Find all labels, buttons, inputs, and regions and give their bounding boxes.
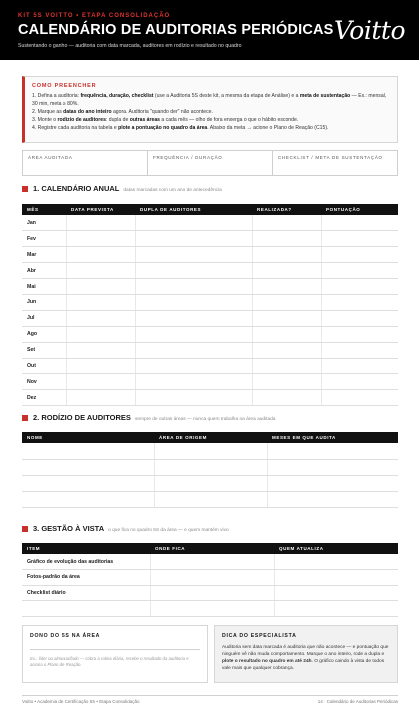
fill-cell[interactable]	[154, 491, 267, 507]
fill-cell[interactable]	[135, 294, 252, 310]
fill-cell[interactable]	[66, 263, 135, 279]
fill-cell[interactable]	[321, 310, 398, 326]
month-cell: Jun	[22, 294, 66, 310]
fill-cell[interactable]	[66, 294, 135, 310]
fill-cell[interactable]	[274, 585, 398, 601]
fill-cell[interactable]	[22, 443, 154, 459]
fill-cell[interactable]	[252, 231, 321, 247]
calendar-table	[22, 204, 398, 406]
header-fields	[22, 150, 398, 176]
fill-cell[interactable]	[22, 459, 154, 475]
visual-row	[22, 570, 398, 586]
month-cell: Set	[22, 342, 66, 358]
instruction-step: 1. Defina a auditoria: frequência, duração, checklist (use a Auditoria 5S deste kit, a mesma da etapa de Análise) e a meta de sustentação — Ex.: mensal, 30 min, meta ≥ 80%.	[32, 93, 387, 107]
fill-cell[interactable]	[321, 247, 398, 263]
month-cell: Jul	[22, 310, 66, 326]
fill-cell[interactable]	[135, 231, 252, 247]
fill-cell[interactable]	[150, 601, 274, 617]
expert-tip-label: DICA DO ESPECIALISTA	[222, 633, 297, 639]
page-title: CALENDÁRIO DE AUDITORIAS PERIÓDICAS	[18, 22, 334, 38]
fill-cell[interactable]	[135, 390, 252, 406]
fill-cell[interactable]	[135, 342, 252, 358]
fill-cell[interactable]	[274, 554, 398, 570]
section-note: sempre de outras áreas — nunca quem trabalha na área auditada	[134, 417, 276, 422]
month-cell: Out	[22, 358, 66, 374]
section-marker	[22, 526, 28, 532]
fill-cell[interactable]	[22, 491, 154, 507]
fill-cell[interactable]	[252, 310, 321, 326]
section-marker	[22, 415, 28, 421]
owner-label: DONO DO 5S NA ÁREA	[30, 633, 101, 639]
fill-cell[interactable]	[135, 326, 252, 342]
fill-cell[interactable]	[135, 215, 252, 231]
col-header: REALIZADA?	[252, 204, 321, 215]
fill-cell[interactable]	[252, 215, 321, 231]
fill-cell[interactable]	[252, 294, 321, 310]
item-cell: Checklist diário	[22, 585, 150, 601]
fill-cell[interactable]	[66, 247, 135, 263]
fill-cell[interactable]	[267, 491, 398, 507]
fill-cell[interactable]	[252, 279, 321, 295]
section-rotation-heading	[22, 413, 275, 422]
rotation-row	[22, 459, 398, 475]
month-cell: Fev	[22, 231, 66, 247]
rotation-body	[22, 443, 398, 507]
calendar-row	[22, 294, 398, 310]
owner-box	[22, 625, 208, 683]
calendar-body	[22, 215, 398, 406]
section-title: 1. CALENDÁRIO ANUAL	[33, 184, 120, 193]
col-header: ÁREA DE ORIGEM	[154, 432, 267, 443]
fill-cell[interactable]	[252, 390, 321, 406]
instructions-steps	[32, 92, 389, 132]
instruction-step: 2. Marque as datas do ano inteiro agora. Auditoria "quando der" não acontece.	[32, 109, 213, 115]
fill-cell[interactable]	[66, 215, 135, 231]
col-header: MESES EM QUE AUDITA	[267, 432, 398, 443]
month-cell: Abr	[22, 263, 66, 279]
fill-cell[interactable]	[154, 459, 267, 475]
section-title: 3. GESTÃO À VISTA	[33, 524, 105, 533]
col-header: ONDE FICA	[150, 543, 274, 554]
fill-cell[interactable]	[267, 475, 398, 491]
calendar-row	[22, 390, 398, 406]
month-cell: Ago	[22, 326, 66, 342]
fill-cell[interactable]	[252, 342, 321, 358]
fill-cell[interactable]	[135, 263, 252, 279]
fill-cell[interactable]	[135, 310, 252, 326]
fill-cell[interactable]	[267, 443, 398, 459]
fill-cell[interactable]	[274, 570, 398, 586]
owner-hint: Ex.: líder ou almoxarifado — cobra a rotina diária, recebe o resultado da auditoria e aciona o Plano de Reação.	[30, 656, 189, 668]
fill-cell[interactable]	[321, 326, 398, 342]
item-cell: Gráfico de evolução das auditorias	[22, 554, 150, 570]
rotation-row	[22, 443, 398, 459]
calendar-row	[22, 374, 398, 390]
calendar-row	[22, 231, 398, 247]
col-header: NOME	[22, 432, 154, 443]
calendar-row	[22, 263, 398, 279]
fill-cell[interactable]	[252, 358, 321, 374]
page-subtitle: Sustentando o ganho — auditoria com data marcada, auditores em rodízio e resultado no quadro	[18, 43, 242, 49]
fill-cell[interactable]	[135, 358, 252, 374]
fill-cell[interactable]	[321, 358, 398, 374]
owner-input-line[interactable]	[30, 649, 200, 650]
calendar-row	[22, 342, 398, 358]
calendar-row	[22, 310, 398, 326]
col-header: PONTUAÇÃO	[321, 204, 398, 215]
instructions-label: COMO PREENCHER	[32, 83, 97, 89]
footer-left: Voitto • Academia de Certificação 5S • Etapa Consolidação	[22, 699, 140, 704]
col-header: DUPLA DE AUDITORES	[135, 204, 252, 215]
item-cell: Fotos-padrão da área	[22, 570, 150, 586]
field-area[interactable]: ÁREA AUDITADA	[23, 151, 148, 175]
fill-cell[interactable]	[150, 554, 274, 570]
fill-cell[interactable]	[252, 247, 321, 263]
section-note: datas marcadas com um ano de antecedência	[123, 188, 222, 193]
fill-cell[interactable]	[252, 263, 321, 279]
month-cell: Nov	[22, 374, 66, 390]
visual-body	[22, 554, 398, 616]
col-header: ITEM	[22, 543, 150, 554]
fill-cell[interactable]	[274, 601, 398, 617]
fill-cell[interactable]	[321, 294, 398, 310]
fill-cell[interactable]	[66, 358, 135, 374]
calendar-row	[22, 279, 398, 295]
col-header: QUEM ATUALIZA	[274, 543, 398, 554]
fill-cell[interactable]	[135, 247, 252, 263]
calendar-row	[22, 247, 398, 263]
field-frequency[interactable]: FREQUÊNCIA / DURAÇÃO	[148, 151, 273, 175]
fill-cell[interactable]	[66, 390, 135, 406]
kit-kicker: KIT 5S VOITTO • ETAPA CONSOLIDAÇÃO	[18, 13, 171, 19]
fill-cell[interactable]	[66, 342, 135, 358]
fill-cell[interactable]	[66, 231, 135, 247]
month-cell: Jan	[22, 215, 66, 231]
item-cell[interactable]	[22, 601, 150, 617]
visual-row	[22, 585, 398, 601]
fill-cell[interactable]	[154, 443, 267, 459]
fill-cell[interactable]	[321, 231, 398, 247]
fill-cell[interactable]	[252, 326, 321, 342]
calendar-row	[22, 326, 398, 342]
instruction-step: 3. Monte o rodízio de auditores: dupla de outras áreas a cada mês — olho de fora enxerga o que o hábito esconde.	[32, 117, 299, 123]
visual-management-table	[22, 543, 398, 617]
expert-tip-text: Auditoria sem data marcada é auditoria que não acontece — e pontuação que ninguém vê não muda comportamento. Marque o ano inteiro, rode a dupla e plote o resultado no quadro em até 24h. O gráfico caindo à vista de todos vale mais que qualquer cobrança.	[222, 645, 389, 671]
section-marker	[22, 186, 28, 192]
fill-cell[interactable]	[22, 475, 154, 491]
fill-cell[interactable]	[321, 215, 398, 231]
instructions-box	[22, 76, 398, 143]
section-calendar-heading	[22, 184, 222, 193]
fill-cell[interactable]	[135, 279, 252, 295]
calendar-row	[22, 358, 398, 374]
fill-cell[interactable]	[321, 279, 398, 295]
visual-row	[22, 554, 398, 570]
footer-divider	[22, 695, 398, 696]
fill-cell[interactable]	[321, 342, 398, 358]
fill-cell[interactable]	[66, 374, 135, 390]
section-visual-heading	[22, 524, 229, 533]
fill-cell[interactable]	[252, 374, 321, 390]
month-cell: Mar	[22, 247, 66, 263]
fill-cell[interactable]	[321, 374, 398, 390]
fill-cell[interactable]	[321, 263, 398, 279]
fill-cell[interactable]	[66, 310, 135, 326]
rotation-table	[22, 432, 398, 508]
fill-cell[interactable]	[150, 585, 274, 601]
section-title: 2. RODÍZIO DE AUDITORES	[33, 413, 131, 422]
month-cell: Mai	[22, 279, 66, 295]
rotation-row	[22, 491, 398, 507]
fill-cell[interactable]	[66, 279, 135, 295]
footer-right: 14 · Calendário de Auditorias Periódicas	[317, 699, 398, 704]
rotation-row	[22, 475, 398, 491]
field-checklist[interactable]: CHECKLIST / META DE SUSTENTAÇÃO	[278, 155, 383, 160]
calendar-row	[22, 215, 398, 231]
expert-tip-box	[214, 625, 398, 683]
fill-cell[interactable]	[150, 570, 274, 586]
instruction-step: 4. Registre cada auditoria na tabela e plote a pontuação no quadro da área. Abaixo da meta → acione o Plano de Reação (C15).	[32, 125, 329, 131]
fill-cell[interactable]	[267, 459, 398, 475]
col-header: DATA PREVISTA	[66, 204, 135, 215]
fill-cell[interactable]	[66, 326, 135, 342]
fill-cell[interactable]	[154, 475, 267, 491]
section-note: o que fica no quadro 5S da área — e quem mantém vivo	[108, 528, 229, 533]
voitto-logo: Voitto	[334, 16, 405, 45]
month-cell: Dez	[22, 390, 66, 406]
fill-cell[interactable]	[321, 390, 398, 406]
visual-row	[22, 601, 398, 617]
col-header: MÊS	[22, 204, 66, 215]
page-header	[0, 0, 419, 60]
fill-cell[interactable]	[135, 374, 252, 390]
